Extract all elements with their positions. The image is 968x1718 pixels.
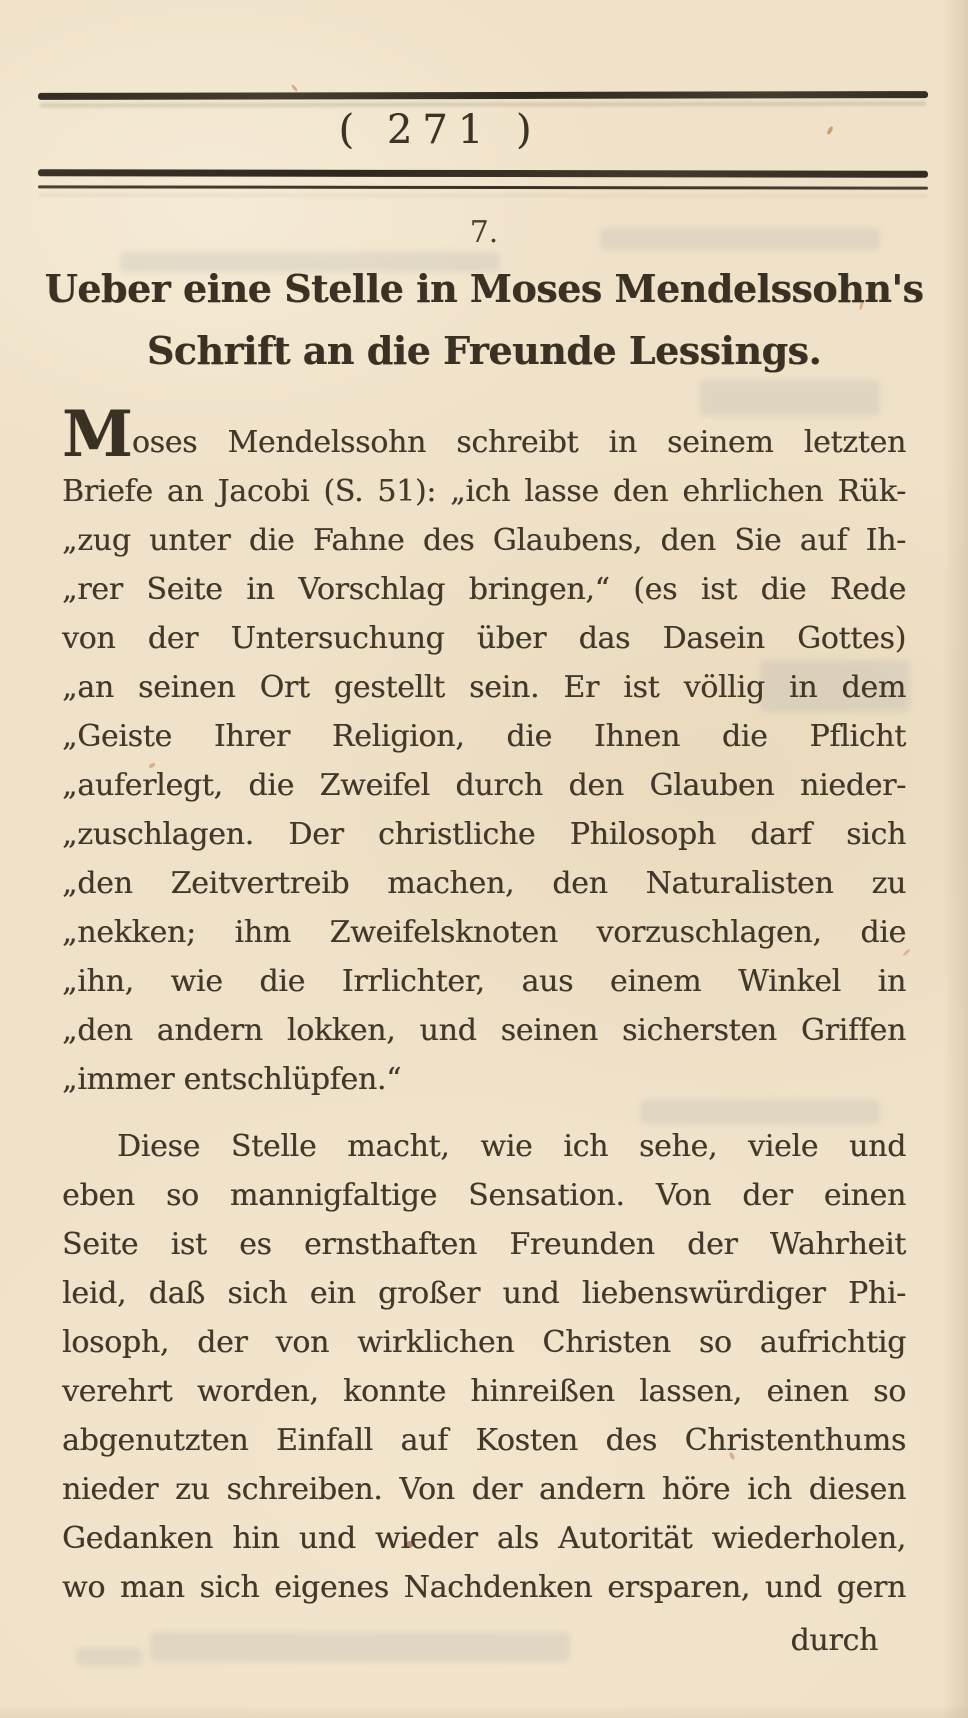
- text-line: nieder zu schreiben. Von der andern höre ich diesen: [62, 1472, 906, 1507]
- text-line: „rer Seite in Vorschlag bringen,“ (es ist die Rede: [62, 572, 906, 607]
- text-line: „den Zeitvertreib machen, den Naturalisten zu: [62, 866, 906, 901]
- text-line: verehrt worden, konnte hinreißen lassen, einen so: [62, 1374, 906, 1409]
- article-title-line1: Ueber eine Stelle in Moses Mendelssohn's: [44, 266, 924, 311]
- text-line: „zuschlagen. Der christliche Philosoph darf sich: [62, 817, 906, 852]
- text-line: Briefe an Jacobi (S. 51): „ich lasse den ehrlichen Rük-: [62, 474, 906, 509]
- header-rule-double-thick: [38, 169, 928, 178]
- body-text: [62, 397, 906, 1665]
- paragraph1-lines: [62, 467, 906, 1104]
- text-line: Seite ist es ernsthaften Freunden der Wahrheit: [62, 1227, 906, 1262]
- text-line-first: Diese Stelle macht, wie ich sehe, viele und: [117, 1129, 906, 1164]
- text-line: losoph, der von wirklichen Christen so aufrichtig: [62, 1325, 906, 1360]
- text-line: eben so mannigfaltige Sensation. Von der einen: [62, 1178, 906, 1213]
- text-line: Gedanken hin und wieder als Autorität wiederholen,: [62, 1521, 906, 1556]
- text-line: leid, daß sich ein großer und liebenswürdiger Phi-: [62, 1276, 906, 1311]
- page-number: ( 271 ): [338, 107, 542, 153]
- show-through-smudge: [700, 380, 880, 416]
- header-rule-double: [38, 170, 928, 189]
- text-line: von der Untersuchung über das Dasein Gottes): [62, 621, 906, 656]
- article-title: [40, 258, 928, 382]
- text-line: „an seinen Ort gestellt sein. Er ist völlig in dem: [62, 670, 906, 705]
- page-edge-shading-bottom: [0, 1704, 968, 1718]
- header-rule-top: [38, 91, 928, 100]
- section-number: 7.: [469, 215, 499, 250]
- text-line: „nekken; ihm Zweifelsknoten vorzuschlagen, die: [62, 915, 906, 950]
- text-line: „zug unter die Fahne des Glaubens, den Sie auf Ih-: [62, 523, 906, 558]
- text-line: „ihn, wie die Irrlichter, aus einem Winkel in: [62, 964, 906, 999]
- drop-cap-initial: M: [62, 397, 132, 472]
- text-line: „immer entschlüpfen.“: [62, 1062, 402, 1097]
- page-edge-shading-right: [942, 0, 968, 1718]
- text-line: „auferlegt, die Zweifel durch den Glauben nieder-: [62, 768, 906, 803]
- text-line: abgenutzten Einfall auf Kosten des Christenthums: [62, 1423, 906, 1458]
- paragraph-quote-mendelssohn: [62, 397, 906, 1104]
- text-line: „den andern lokken, und seinen sichersten Griffen: [62, 1013, 906, 1048]
- paper-fiber-speck: [291, 84, 298, 92]
- article-title-line2: Schrift an die Freunde Lessings.: [146, 328, 822, 373]
- paragraph-commentary: [62, 1122, 906, 1612]
- catchword: durch: [790, 1623, 878, 1658]
- header-rule-double-thin: [38, 185, 928, 189]
- paragraph2-lines: [62, 1171, 906, 1612]
- text-line: „Geiste Ihrer Religion, die Ihnen die Pflicht: [62, 719, 906, 754]
- first-line-text: oses Mendelssohn schreibt in seinem letzten: [131, 425, 906, 460]
- text-line: wo man sich eigenes Nachdenken ersparen, und gern: [62, 1570, 906, 1605]
- text-line-first: [62, 397, 906, 472]
